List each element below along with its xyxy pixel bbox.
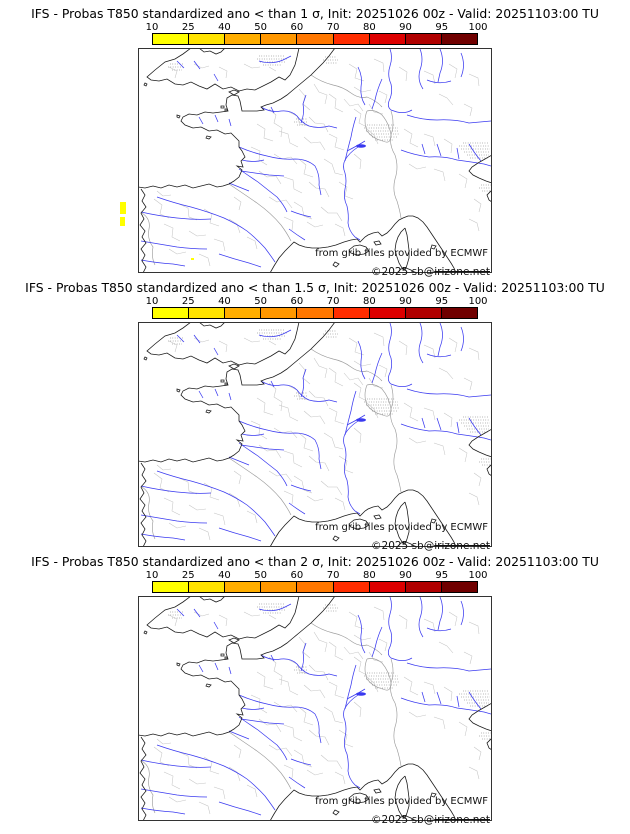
colorbar-cell [153,308,189,318]
colorbar-tick-label: 60 [290,22,304,33]
colorbar-tick-label: 50 [254,296,268,307]
grib-credit-text: from grib files provided by ECMWF [315,522,488,533]
colorbar-cell [153,582,189,592]
colorbar-tick-label: 100 [468,570,488,581]
colorbar-tick-label: 90 [399,570,412,581]
colorbar-cell [261,582,297,592]
ibiza-coast [333,536,339,541]
colorbar-bar [152,581,478,593]
colorbar-cell [442,582,477,592]
colorbar-cell [189,34,225,44]
map-svg [139,49,491,272]
colorbar [145,296,488,319]
channel-island [221,106,224,108]
colorbar-cell [225,582,261,592]
panel-title: IFS - Probas T850 standardized ano < than 2 σ, Init: 20251026 00z - Valid: 20251103:00 TU [31,554,599,569]
istria-coast [487,190,491,202]
channel-island [221,654,224,656]
ushant-island [177,115,180,118]
colorbar-cell [334,308,370,318]
terrain-stipple-layer [168,56,491,191]
colorbar-tick-label: 10 [145,570,159,581]
anomaly-strip [120,202,126,214]
colorbar-cell [406,34,442,44]
colorbar-cell [370,308,406,318]
colorbar-cell [261,34,297,44]
anomaly-strip [120,217,125,226]
grib-credit-text: from grib files provided by ECMWF [315,796,488,807]
iberia-west-coast [140,737,146,820]
wales-coast [199,49,225,54]
adriatic-coast [469,429,491,457]
colorbar-tick-label: 90 [399,22,412,33]
copyright-text: ©2025 sb@irizone.net [371,814,490,826]
scilly-island [144,83,147,86]
colorbar-cell [406,582,442,592]
colorbar-ticks [145,22,488,33]
ushant-island [177,663,180,666]
belle-ile-island [206,410,211,413]
colorbar-tick-label: 100 [468,22,488,33]
colorbar-tick-label: 80 [362,570,376,581]
colorbar-tick-label: 95 [435,296,449,307]
colorbar-bar [152,33,478,45]
panel-sigma-2 [0,554,630,826]
colorbar-tick-label: 100 [468,296,488,307]
colorbar-cell [334,34,370,44]
isle-of-wight-coast [229,364,239,369]
iberia-west-coast [140,189,146,272]
istria-coast [487,738,491,750]
wales-coast [199,323,225,328]
anomaly-dot [191,258,194,260]
scilly-island [144,357,147,360]
england-coast [147,49,299,91]
colorbar-cell [334,582,370,592]
colorbar-ticks [145,570,488,581]
channel-island [225,109,227,111]
menorca-coast [374,515,381,519]
belle-ile-island [206,136,211,139]
colorbar [145,570,488,593]
rivers-layer [141,597,491,815]
ibiza-coast [333,262,339,267]
map-svg [139,323,491,546]
england-coast [147,323,299,365]
colorbar-tick-label: 70 [326,296,340,307]
colorbar-tick-label: 70 [326,22,340,33]
anomaly-layer [191,258,194,260]
colorbar-tick-label: 10 [145,22,159,33]
colorbar-tick-label: 90 [399,296,412,307]
belle-ile-island [206,684,211,687]
colorbar-cell [225,308,261,318]
england-coast [147,597,299,639]
copyright-text: ©2025 sb@irizone.net [371,266,490,278]
colorbar-cell [297,308,333,318]
colorbar-cell [370,582,406,592]
channel-island [221,380,224,382]
colorbar-tick-label: 80 [362,22,376,33]
colorbar [145,22,488,45]
colorbar-cell [225,34,261,44]
colorbar-tick-label: 80 [362,296,376,307]
adriatic-coast [469,155,491,183]
map-france [138,596,492,826]
panel-title: IFS - Probas T850 standardized ano < than 1 σ, Init: 20251026 00z - Valid: 20251103:00 TU [31,6,599,21]
colorbar-tick-label: 50 [254,570,268,581]
mediterranean-coast [270,764,456,820]
colorbar-cell [189,308,225,318]
colorbar-tick-label: 25 [181,570,195,581]
colorbar-cell [370,34,406,44]
terrain-stipple-layer [168,330,491,465]
iberia-west-coast [140,463,146,546]
colorbar-ticks [145,296,488,307]
isle-of-wight-coast [229,90,239,95]
colorbar-cell [442,34,477,44]
colorbar-tick-label: 95 [435,570,449,581]
terrain-stipple-layer [168,604,491,739]
colorbar-tick-label: 25 [181,296,195,307]
panel-sigma-1-5 [0,280,630,552]
panel-sigma-1 [0,6,630,278]
colorbar-cell [153,34,189,44]
colorbar-tick-label: 70 [326,570,340,581]
panel-title: IFS - Probas T850 standardized ano < than 1.5 σ, Init: 20251026 00z - Valid: 20251103:00 TU [25,280,605,295]
colorbar-tick-label: 40 [218,570,231,581]
adriatic-coast [469,703,491,731]
colorbar-cell [442,308,477,318]
colorbar-tick-label: 25 [181,22,195,33]
colorbar-cell [189,582,225,592]
colorbar-bar [152,307,478,319]
scilly-island [144,631,147,634]
isle-of-wight-coast [229,638,239,643]
menorca-coast [374,789,381,793]
wales-coast [199,597,225,602]
istria-coast [487,464,491,476]
map-france [138,322,492,552]
colorbar-tick-label: 10 [145,296,159,307]
mediterranean-coast [270,490,456,546]
colorbar-tick-label: 95 [435,22,449,33]
channel-island [225,657,227,659]
colorbar-tick-label: 60 [290,296,304,307]
colorbar-tick-label: 40 [218,296,231,307]
rivers-layer [141,323,491,541]
menorca-coast [374,241,381,245]
colorbar-cell [261,308,297,318]
colorbar-cell [297,34,333,44]
copyright-text: ©2025 sb@irizone.net [371,540,490,552]
colorbar-tick-label: 40 [218,22,231,33]
colorbar-tick-label: 50 [254,22,268,33]
colorbar-cell [297,582,333,592]
grib-credit-text: from grib files provided by ECMWF [315,248,488,259]
map-svg [139,597,491,820]
ibiza-coast [333,810,339,815]
mediterranean-coast [270,216,456,272]
colorbar-cell [406,308,442,318]
map-france [138,48,492,278]
colorbar-tick-label: 60 [290,570,304,581]
ushant-island [177,389,180,392]
rivers-layer [141,49,491,267]
channel-island [225,383,227,385]
